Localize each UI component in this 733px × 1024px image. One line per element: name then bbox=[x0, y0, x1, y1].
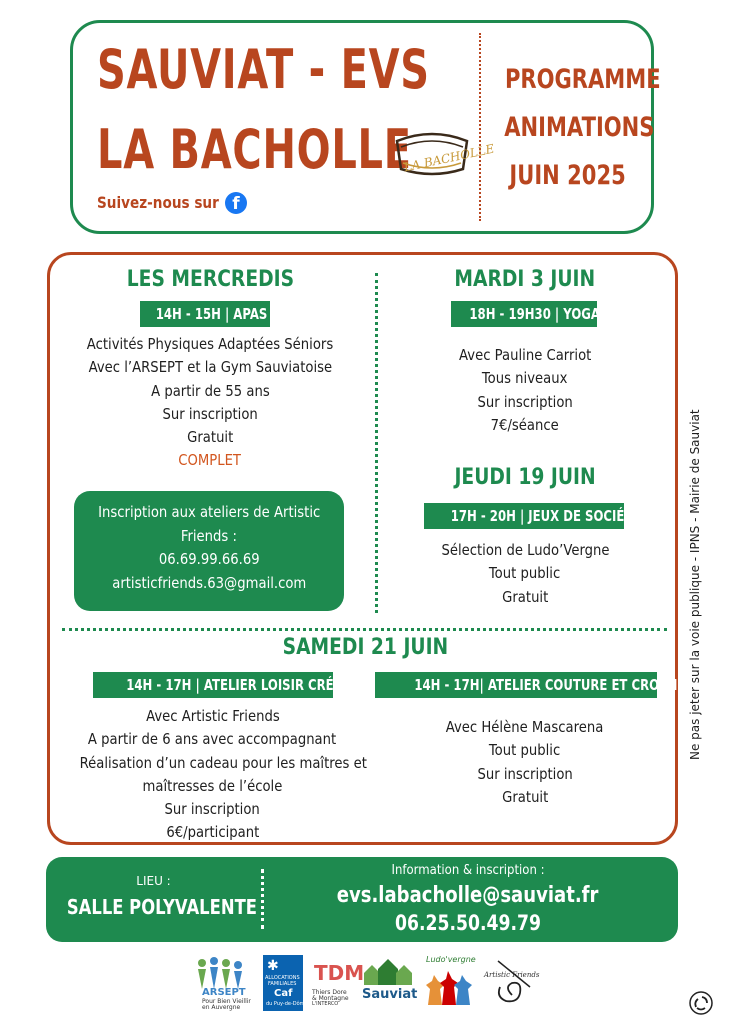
follow-text: Suivez-nous sur bbox=[97, 193, 219, 212]
header-divider bbox=[479, 33, 481, 221]
column-divider bbox=[375, 273, 378, 613]
jeudi-details: Sélection de Ludo’Vergne Tout public Gratuit bbox=[440, 541, 610, 606]
footer-divider bbox=[261, 869, 264, 929]
title-line-2: LA BACHOLLE bbox=[97, 118, 412, 181]
program-line-2: ANIMATIONS bbox=[504, 112, 655, 143]
jeudi-badge: 17H - 20H | JEUX DE SOCIÉTÉ bbox=[424, 503, 624, 529]
sauviat-logo: Sauviat bbox=[360, 955, 416, 1010]
samedi-title: SAMEDI 21 JUIN bbox=[282, 635, 448, 660]
info-label: Information & inscription : bbox=[391, 863, 545, 878]
mardi-badge: 18H - 19H30 | YOGA bbox=[451, 301, 597, 327]
program-line-3: JUIN 2025 bbox=[509, 160, 627, 191]
facebook-icon[interactable]: f bbox=[225, 192, 247, 214]
complet-status: COMPLET bbox=[178, 451, 242, 470]
row-divider bbox=[62, 628, 667, 631]
arsept-logo: ARSEPT Pour Bien Vieillir en Auvergne bbox=[188, 955, 252, 1010]
bacholle-logo-text: LA BACHOLLE bbox=[402, 141, 496, 175]
recycling-icon bbox=[688, 990, 714, 1016]
mercredis-title: LES MERCREDIS bbox=[126, 267, 294, 292]
contact-email-link[interactable]: evs.labacholle@sauviat.fr bbox=[337, 883, 599, 908]
artistic-friends-contact: Inscription aux ateliers de Artistic Friends : 06.69.99.66.69 artisticfriends.63@gmail.com bbox=[74, 491, 344, 611]
samedi-right-details: Avec Hélène Mascarena Tout public Sur inscription Gratuit bbox=[446, 718, 604, 806]
lieu-value: SALLE POLYVALENTE bbox=[66, 895, 257, 919]
artistic-swirl-icon bbox=[482, 955, 542, 1010]
samedi-right-badge: 14H - 17H| ATELIER COUTURE ET CROCHET bbox=[375, 672, 657, 698]
program-line-1: PROGRAMME bbox=[504, 64, 661, 95]
samedi-left-badge: 14H - 17H | ATELIER LOISIR CRÉATIF bbox=[93, 672, 333, 698]
meeple-icon bbox=[424, 967, 476, 1007]
artistic-friends-logo: Artistic Friends bbox=[482, 955, 542, 1010]
artistic-email-link[interactable]: artisticfriends.63@gmail.com bbox=[111, 573, 307, 592]
header-box bbox=[70, 20, 661, 234]
caf-logo: ✱ ALLOCATIONS FAMILIALES Caf du Puy-de-Dôme bbox=[263, 955, 303, 1011]
tdm-logo: TDM Thiers Dore & Montagne L'INTERCO bbox=[312, 961, 365, 1007]
jeudi-title: JEUDI 19 JUIN bbox=[454, 465, 596, 490]
ludovergne-logo: Ludo'vergne bbox=[424, 955, 476, 1010]
mardi-details: Avec Pauline Carriot Tous niveaux Sur inscription 7€/séance bbox=[458, 346, 592, 434]
samedi-left-details: Avec Artistic Friends A partir de 6 ans avec accompagnant Réalisation d’un cadeau pour les maîtres et maîtresses de l’école Sur inscription 6€/participant bbox=[79, 707, 367, 842]
mercredis-details: Activités Physiques Adaptées Séniors Avec l’ARSEPT et la Gym Sauviatoise A partir de 55 ans Sur inscription Gratuit COMPLET bbox=[60, 333, 360, 473]
side-disclaimer: Ne pas jeter sur la voie publique - IPNS - Mairie de Sauviat bbox=[688, 409, 702, 760]
lieu-label: LIEU : bbox=[136, 874, 171, 888]
title-line-1: SAUVIAT - EVS bbox=[97, 38, 430, 101]
sauviat-village-icon bbox=[360, 955, 416, 987]
mardi-title: MARDI 3 JUIN bbox=[454, 267, 596, 292]
footer-box bbox=[46, 857, 678, 942]
mercredis-badge: 14H - 15H | APAS bbox=[140, 301, 270, 327]
arsept-people-icon bbox=[188, 955, 252, 991]
caf-star-icon: ✱ bbox=[267, 958, 279, 974]
contact-phone-link[interactable]: 06.25.50.49.79 bbox=[395, 911, 541, 935]
program-box bbox=[47, 252, 694, 845]
